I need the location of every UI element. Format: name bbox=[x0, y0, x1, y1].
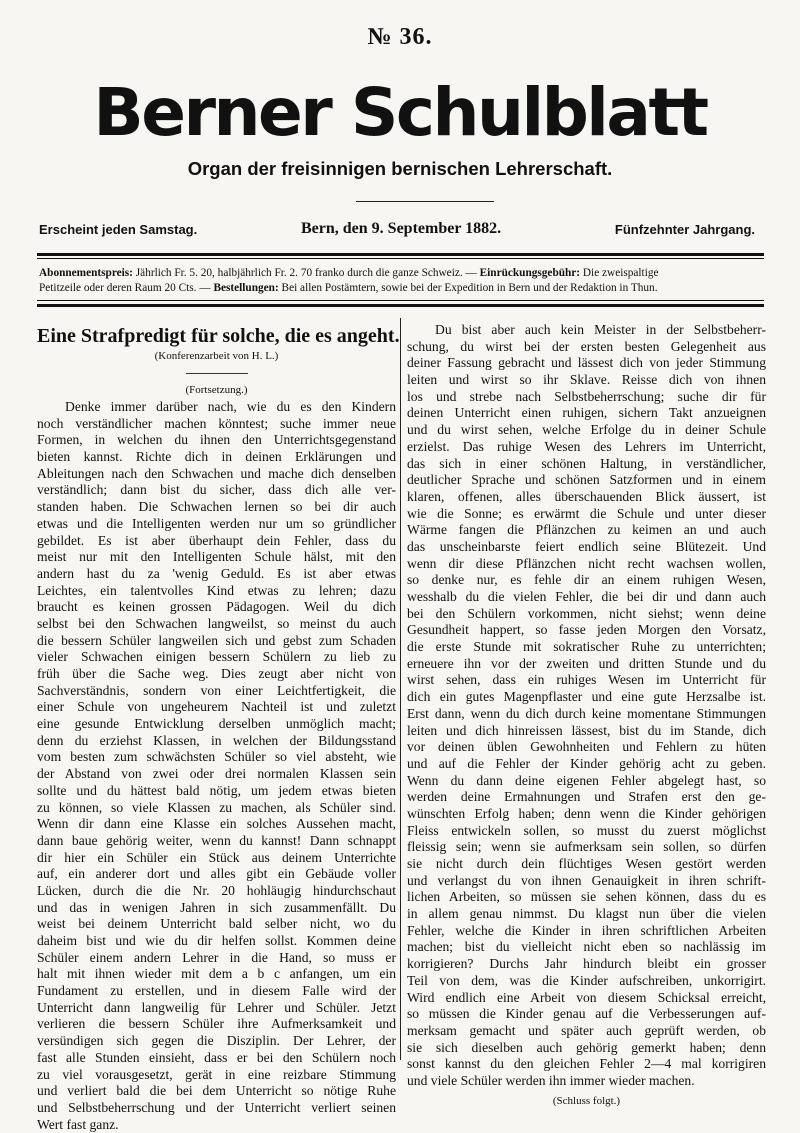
subscription-line-1: Abonnementspreis: Jährlich Fr. 5. 20, halbjährlich Fr. 2. 70 franko durch die ganze Schweiz. — Einrückungsgebühr: Die zweispaltige bbox=[39, 267, 659, 279]
subscription-line-2: Petitzeile oder deren Raum 20 Cts. — Bestellungen: Bei allen Postämtern, sowie bei der Expedition in Bern und der Redaktion in Thun. bbox=[39, 282, 658, 294]
column-divider bbox=[400, 318, 401, 1060]
text-line: leiten und wirst so ihr Sklave. Reisse dich von ihnen bbox=[407, 372, 766, 388]
text-line: lichen Arbeiten, so müssen sie sehen können, dass du es bbox=[407, 889, 766, 905]
text-line: Lücken, durch die die Nr. 20 hohläugig hindurchschaut bbox=[37, 882, 396, 898]
masthead-title: Berner Schulblatt bbox=[93, 74, 707, 151]
text-line: einer Schule von ungeheurem Nachteil ist und zuletzt bbox=[37, 699, 396, 715]
right-column bbox=[407, 322, 766, 1108]
text-line: merksam gemacht und später auch geprüft werden, ob bbox=[407, 1022, 766, 1038]
text-line: Wird endlich eine Arbeit von diesem Schicksal erreicht, bbox=[407, 989, 766, 1005]
text-line: los und strebe nach Selbstbeherrschung; suche dir für bbox=[407, 388, 766, 404]
text-line: Ableitungen nach den Schwachen und mache dich denselben bbox=[37, 465, 396, 481]
text-line: schung, du wirst bei der ersten besten Gelegenheit aus bbox=[407, 338, 766, 354]
text-line: wie die Sonne; es erwärmt die Schule und unter dieser bbox=[407, 505, 766, 521]
text-line: auf, ein anderer dort und alles gibt ein Gebäude voller bbox=[37, 866, 396, 882]
text-line: wünschten Erfolg haben; denn wenn die Kinder gehörigen bbox=[407, 805, 766, 821]
publication-frequency: Erscheint jeden Samstag. bbox=[39, 222, 198, 237]
text-line: Sachverständnis, sondern von einer Leichtfertigkeit, die bbox=[37, 682, 396, 698]
text-line: denn du erziehst Klassen, in welchen der Bildungsstand bbox=[37, 732, 396, 748]
text-line: Formen, in welchen du ihnen den Unterrichtsgegenstand bbox=[37, 432, 396, 448]
text-line: dann baue gehörig weiter, wenn du kannst! Dann schnappt bbox=[37, 832, 396, 848]
text-line: Gesundheit happert, so fasse jeden Morgen den Vorsatz, bbox=[407, 622, 766, 638]
text-line: erzielst. Das ruhige Wesen des Lehrers im Unterricht, bbox=[407, 438, 766, 454]
text-line: und du wirst sehen, welche Erfolge du in deiner Schule bbox=[407, 422, 766, 438]
text-line: früh über die Sache weg. Dies zeugt aber nicht von bbox=[37, 666, 396, 681]
text-line: vieler Schwachen einigen bessern Schülern zu lieb zu bbox=[37, 649, 396, 665]
text-line: Denke immer darüber nach, wie du es den Kindern bbox=[65, 399, 396, 414]
text-line: andern hast du za 'wenig Geduld. Es ist aber etwas bbox=[37, 565, 396, 581]
text-line: in allem genau nimmst. Du klagst nun über die vielen bbox=[407, 906, 766, 922]
masthead-divider bbox=[356, 201, 494, 202]
text-line: der Abstand von zwei oder drei normalen Klassen sein bbox=[37, 766, 396, 782]
text-line: sollte und du hättest bald nötig, um jedem etwas bieten bbox=[37, 782, 396, 798]
text-line: deiner Fassung gebracht und lässest dich von jeder Stimmung bbox=[407, 355, 766, 371]
text-line: vom besten zum schwächsten Schüler so viel absteht, wie bbox=[37, 749, 396, 765]
text-line: und auf die Fehler der Kinder gehörig acht zu geben. bbox=[407, 755, 766, 771]
text-line: so denke nur, es fehle dir an einem ruhigen Wesen, bbox=[407, 572, 766, 588]
text-line: Teil von dem, was die Kinder aufschreiben, unkorrigirt. bbox=[407, 972, 766, 988]
text-line: werden deine Ermahnungen und Strafen erst den ge- bbox=[407, 789, 766, 805]
text-line: halt mit ihnen wieder mit dem a b c anfangen, um ein bbox=[37, 966, 396, 982]
left-column bbox=[37, 322, 400, 1133]
text-line: zu können, so viele Klassen zu machen, als Schüler sind. bbox=[37, 799, 396, 815]
text-line: Fundament zu erstellen, und in diesem Falle wird der bbox=[37, 983, 396, 999]
dateline bbox=[39, 222, 755, 242]
subscription-price-label: Abonnementspreis: bbox=[39, 267, 133, 279]
text-line: Fleiss entwickeln sollen, so musst du zuerst möglichst bbox=[407, 822, 766, 838]
text-line: und Selbstbeherrschung und der Unterricht verliert seinen bbox=[37, 1099, 396, 1115]
text-line: und viele Schüler werden ihn immer wieder machen. bbox=[407, 1072, 695, 1088]
text-line: Leichtes, ein talentvolles Kind etwas zu lehren; dazu bbox=[37, 582, 396, 598]
text-line: eine gesunde Entwicklung derselben unmöglich macht; bbox=[37, 716, 396, 732]
text-line: sonst kannst du den gleichen Fehler 2—4 mal korrigiren bbox=[407, 1056, 766, 1072]
text-line: klaren, offenen, alles überschauenden Blick äussert, ist bbox=[407, 488, 766, 504]
text-line: versündigen sich gegen die Disziplin. Der Lehrer, der bbox=[37, 1033, 396, 1049]
text-line: dich ein gutes Magenpflaster und eine gute Herzsalbe ist. bbox=[407, 689, 766, 705]
text-line: weist bei deinem Unterricht bald selber nicht, wo du bbox=[37, 916, 396, 932]
text-line: leiten und dich hinreissen lässest, bist du im Stande, dich bbox=[407, 722, 766, 738]
text-line: korrigieren? Durchs Jahr hindurch bleibt ein grosser bbox=[407, 956, 766, 972]
text-line: und das in wenigen Jahren in sich zusammenfällt. Du bbox=[37, 899, 396, 915]
text-line: meist nur mit den Intelligenten Schule hälst, mit den bbox=[37, 549, 396, 565]
orders-label: Bestellungen: bbox=[213, 282, 279, 294]
text-line: wirst sehen, dass ein ruhiges Wesen im Unterricht für bbox=[407, 672, 766, 688]
text-line: dir hier ein Schüler ein Stück aus deinem Unterrichte bbox=[37, 849, 396, 865]
text-line: fast alle Stunden einsieht, dass er bei den Schülern noch bbox=[37, 1049, 396, 1065]
text-line: Erst dann, wenn du dich durch keine momentane Stimmungen bbox=[407, 705, 766, 721]
text-line: machen; bist du vielleicht nicht eben so nachlässig im bbox=[407, 939, 766, 955]
text-line: so müssen die Kinder genau auf die Verbesserungen auf- bbox=[407, 1006, 766, 1022]
text-line: das unscheinbarste feiert endlich seine Blütezeit. Und bbox=[407, 538, 766, 554]
article-byline: (Konferenzarbeit von H. L.) bbox=[154, 350, 279, 362]
text-line: deinen Unterricht einen ruhigen, sichern Takt anzueignen bbox=[407, 405, 766, 421]
continuation-note: (Fortsetzung.) bbox=[185, 384, 248, 396]
text-line: selbst bei den Schwachen langweilst, so meinst du auch bbox=[37, 615, 396, 631]
text-line: gebildet. Es ist aber überhaupt dein Fehler, dass du bbox=[37, 532, 396, 548]
volume-year: Fünfzehnter Jahrgang. bbox=[614, 222, 755, 237]
text-line: Wenn dir dann eine Klasse ein solches Aussehen macht, bbox=[37, 816, 396, 832]
text-line: Wärme fangen die Pflänzchen zu keimen an und auch bbox=[407, 522, 766, 538]
text-line: sie sich dieselben auch gehörig gemerkt haben; denn bbox=[407, 1039, 766, 1055]
text-line: vor deinen üblen Gewohnheiten und Fehlern zu hüten bbox=[407, 739, 766, 755]
text-line: etwas und die Intelligenten werden nur um so gründlicher bbox=[37, 515, 396, 531]
text-line: braucht es keinen grossen Pädagogen. Weil du dich bbox=[37, 599, 396, 615]
text-line: Unterricht dann langweilig für Lehrer und Schüler. Jetzt bbox=[37, 999, 396, 1015]
text-line: fleissig sein; wenn sie aufmerksam sein sollen, so dürfen bbox=[407, 839, 766, 855]
text-line: Wenn du dann deine eigenen Fehler abgelegt hast, so bbox=[407, 772, 766, 788]
issue-number: № 36. bbox=[367, 24, 433, 50]
text-line: und verlangst du von ihnen Genauigkeit in ihren schrift- bbox=[407, 872, 766, 888]
text-line: verständlich; dann bist du sicher, dass dich alle ver- bbox=[37, 482, 396, 498]
text-line: deutlicher Sprache und schönen Satzformen und in einem bbox=[407, 472, 766, 488]
text-line: die erste Stunde mit sokratischer Ruhe zu unterrichten; bbox=[407, 639, 766, 655]
text-line: wenn dir diese Pflänzchen nicht recht wachsen wollen, bbox=[407, 555, 766, 571]
text-line: standen haben. Die Schwachen lernen so bei dir auch bbox=[37, 499, 396, 515]
header-rule-thick bbox=[37, 253, 764, 256]
byline-divider bbox=[186, 373, 248, 374]
right-column-body bbox=[407, 322, 766, 1090]
article-title: Eine Strafpredigt für solche, die es angeht. bbox=[37, 325, 400, 347]
to-be-continued-note: (Schluss folgt.) bbox=[552, 1094, 621, 1107]
masthead-subtitle: Organ der freisinnigen bernischen Lehrerschaft. bbox=[187, 158, 613, 179]
subscription-info bbox=[39, 266, 764, 296]
text-line: wesshalb du die vielen Fehler, die bei dir und dann auch bbox=[407, 589, 766, 604]
text-line: Fehler, welche die Kinder in ihren schriftlichen Arbeiten bbox=[407, 922, 766, 938]
text-line: erneuere ihn vor der zweiten und dritten Stunde und du bbox=[407, 655, 766, 671]
insertion-fee-label: Einrückungsgebühr: bbox=[479, 267, 581, 279]
text-line: Du bist aber auch kein Meister in der Selbstbeherr- bbox=[435, 322, 766, 337]
text-line: das sich in einer schönen Haltung, in verständlicher, bbox=[407, 455, 766, 471]
text-line: Schüler einem andern Lehrer in die Hand, so muss er bbox=[37, 949, 396, 965]
left-column-body bbox=[37, 399, 396, 1133]
text-line: die bessern Schüler langweilen sich und gebst zum Schaden bbox=[37, 632, 396, 648]
text-line: Wert fast ganz. bbox=[37, 1116, 119, 1132]
issue-date: Bern, den 9. September 1882. bbox=[301, 220, 502, 237]
text-line: bieten kannst. Richte dich in deinen Erklärungen und bbox=[37, 449, 396, 465]
text-line: verlieren die bessern Schüler ihre Aufmerksamkeit und bbox=[37, 1016, 396, 1032]
subscription-rule-thick bbox=[37, 304, 764, 307]
text-line: daheim bist und wie du dir helfen sollst. Kommen deine bbox=[37, 933, 396, 948]
text-line: bei den Schülern vorkommen, nicht siehst; wenn deine bbox=[407, 605, 766, 621]
header-rule-thin bbox=[37, 258, 764, 259]
text-line: sie nicht durch dein flüchtiges Wesen gestört werden bbox=[407, 856, 766, 871]
text-line: und verliert bald die bei dem Unterricht so nötige Ruhe bbox=[37, 1083, 396, 1099]
text-line: zu viel vorausgesetzt, gerät in eine reizbare Stimmung bbox=[37, 1066, 396, 1082]
subscription-rule-thin bbox=[37, 300, 764, 301]
text-line: noch verständlicher machen könntest; suche immer neue bbox=[37, 415, 396, 431]
